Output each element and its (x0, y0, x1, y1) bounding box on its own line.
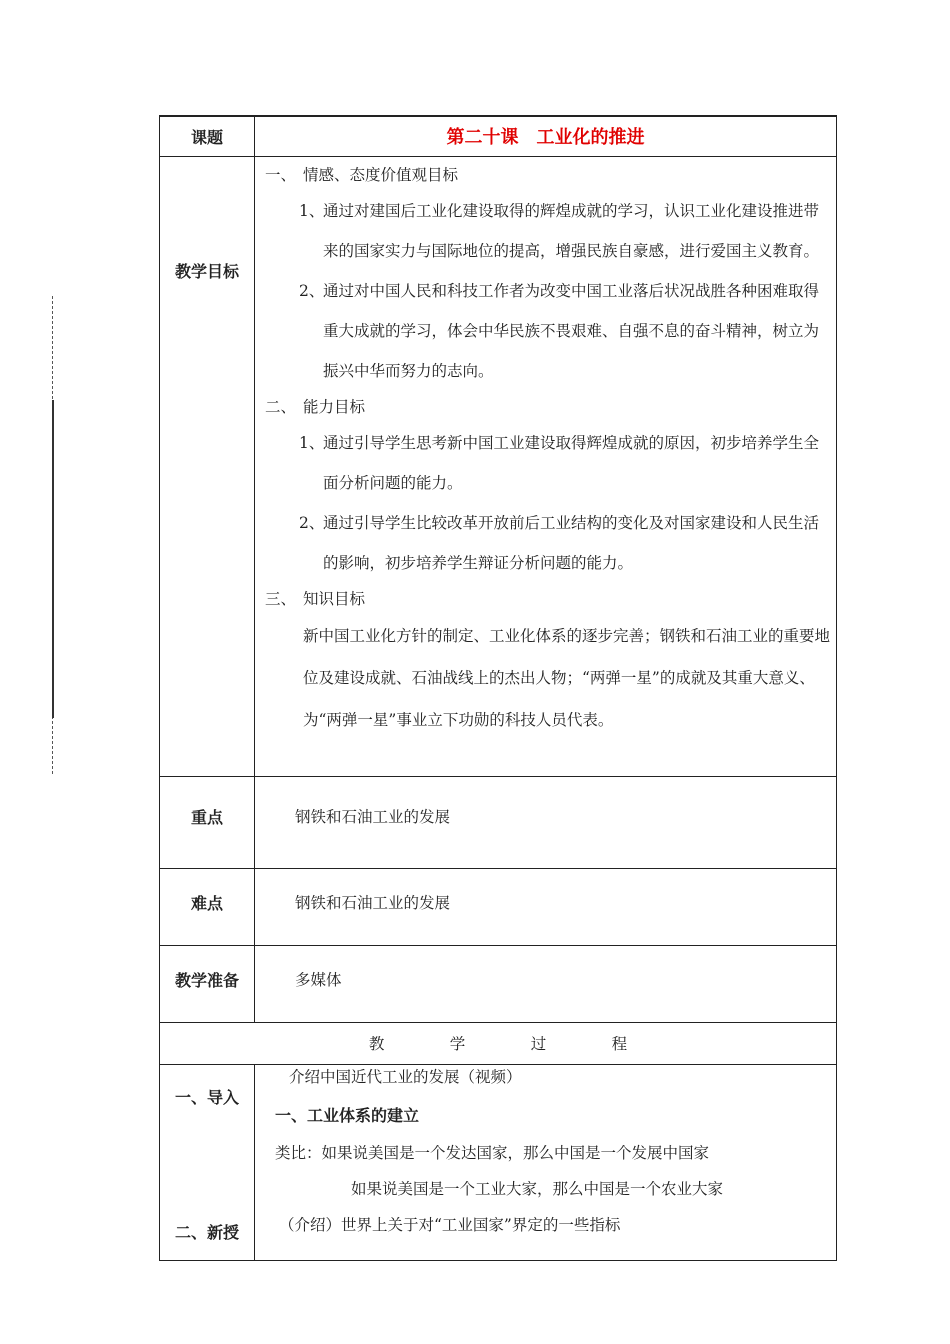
difficulty-text: 钢铁和石油工业的发展 (295, 893, 451, 912)
goal-item-text: 通过引导学生比较改革开放前后工业结构的变化及对国家建设和人民生活的影响，初步培养学生辩证分析问题的能力。 (323, 513, 820, 572)
lesson-plan-table (159, 115, 837, 1261)
knowledge-goal-text: 新中国工业化方针的制定、工业化体系的逐步完善；钢铁和石油工业的重要地位及建设成就、石油战线上的杰出人物；“两弹一星”的成就及其重大意义、为“两弹一星”事业立下功勋的科技人员代表。 (303, 626, 831, 729)
prep-text: 多媒体 (295, 970, 342, 989)
process-subheading: 一、工业体系的建立 (275, 1105, 420, 1125)
goals-content (255, 156, 837, 776)
process-line: 介绍中国近代工业的发展（视频） (289, 1067, 522, 1086)
goal-section-number: 三、 (265, 589, 297, 608)
process-char: 过 (530, 1035, 547, 1053)
goal-item-number: 2、 (299, 513, 325, 532)
prep-row (160, 945, 837, 1022)
goals-row (160, 156, 837, 776)
prep-label: 教学准备 (160, 945, 255, 1022)
key-point-cell (255, 776, 837, 868)
difficulty-label: 难点 (160, 868, 255, 945)
key-point-text: 钢铁和石油工业的发展 (295, 807, 451, 826)
topic-title: 第二十课 工业化的推进 (255, 116, 837, 156)
goal-item (263, 191, 828, 271)
process-line: 类比：如果说美国是一个发达国家，那么中国是一个发展中国家 (275, 1143, 710, 1162)
process-char: 教 (368, 1035, 385, 1053)
process-char: 程 (611, 1035, 628, 1053)
goal-item-number: 1、 (299, 201, 325, 220)
difficulty-cell (255, 868, 837, 945)
goal-item-text: 通过对建国后工业化建设取得的辉煌成就的学习，认识工业化建设推进带来的国家实力与国际地位的提高，增强民族自豪感，进行爱国主义教育。 (323, 201, 820, 260)
topic-row (160, 116, 837, 156)
goal-item (263, 271, 828, 391)
key-point-row (160, 776, 837, 868)
process-line: （介绍）世界上关于对“工业国家”界定的一些指标 (279, 1215, 621, 1234)
topic-label: 课题 (160, 116, 255, 156)
goal-section-number: 二、 (265, 397, 297, 416)
process-header (160, 1022, 837, 1064)
goal-section-number: 一、 (265, 165, 297, 184)
step-intro-label: 一、导入 (174, 1087, 239, 1107)
goal-item-number: 2、 (299, 281, 325, 300)
goal-section-2 (263, 391, 830, 423)
goals-label: 教学目标 (160, 156, 255, 776)
goal-item (263, 503, 828, 583)
difficulty-row (160, 868, 837, 945)
goal-item-text: 通过引导学生思考新中国工业建设取得辉煌成就的原因，初步培养学生全面分析问题的能力。 (323, 433, 820, 492)
goal-section-title: 知识目标 (303, 589, 366, 608)
goal-item (263, 423, 828, 503)
prep-cell (255, 945, 837, 1022)
goal-section-3 (263, 583, 830, 615)
goal-item-text: 通过对中国人民和科技工作者为改变中国工业落后状况战胜各种困难取得重大成就的学习，体会中华民族不畏艰难、自强不息的奋斗精神，树立为振兴中华而努力的志向。 (323, 281, 820, 380)
process-steps (160, 1064, 255, 1260)
key-point-label: 重点 (160, 776, 255, 868)
process-line: 如果说美国是一个工业大家，那么中国是一个农业大家 (351, 1179, 724, 1198)
goal-section-title: 能力目标 (303, 397, 366, 416)
goal-section-1 (263, 159, 830, 191)
process-row (160, 1064, 837, 1260)
process-header-row (160, 1022, 837, 1064)
step-new-label: 二、新授 (174, 1222, 239, 1242)
binding-margin-line (52, 296, 53, 774)
process-content (255, 1064, 837, 1260)
process-char: 学 (449, 1035, 466, 1053)
goal-section-title: 情感、态度价值观目标 (303, 165, 459, 184)
goal-item-number: 1、 (299, 433, 325, 452)
